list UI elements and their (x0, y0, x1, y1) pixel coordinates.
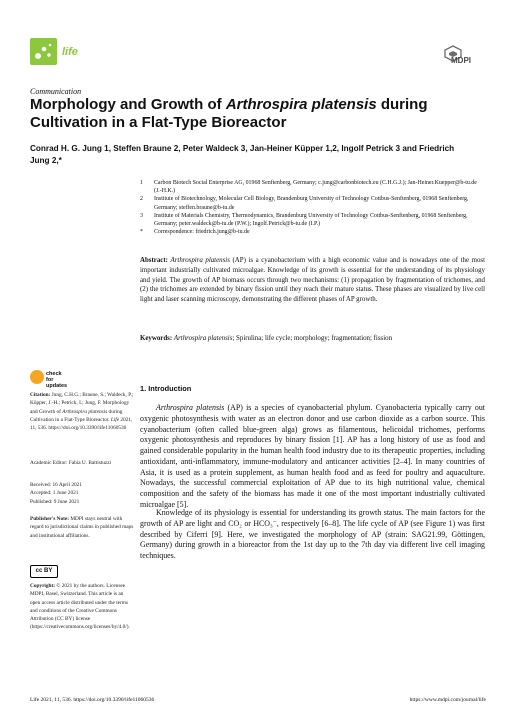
citation-text: Jung, C.H.G.; Braune, S.; Waldeck, P.; Küpper, J.-H.; Petrick, I.; Jung, F. Morphology and Growth of (30, 392, 134, 415)
received-date: Received: 16 April 2021 (30, 482, 82, 488)
paragraph-1-text: (AP) is a species of cyanobacterial phylum. Cyanobacteria typically carry out oxygenic photosynthesis with water as an electron donor and use carbon dioxide as a carbon source. This cyanobacterium (often called blue-green alga) grows as filamentous, helicoidal trichomes, performs oxygenic photosynthesis and reproduces by binary fission [1]. AP has a long history of use as food and gained considerable popularity in the human health food industry due to its therapeutic properties, including antioxidant, anti-inflammatory, immune-modulatory and anticancer activities [2–4]. In many countries of Asia, it is used as a protein supplement, as human health food and as feed for poultry and aquaculture. Nowadays, the successful commercial exploitation of AP due to its high nutritional value, chemical composition and the safety of the biomass has made it one of the most important industrially cultivated microalgae [5]. (140, 403, 485, 509)
abstract (140, 256, 485, 305)
dates (30, 481, 134, 506)
affiliation-item (140, 212, 485, 228)
footer-journal-url[interactable]: https://www.mdpi.com/journal/life (409, 697, 486, 703)
article-type: Communication (30, 87, 82, 96)
check-updates-line2: updates (46, 383, 68, 389)
abstract-species: Arthrospira platensis (170, 257, 230, 264)
keywords-text: ; Spirulina; life cycle; morphology; fragmentation; fission (232, 335, 393, 342)
citation-details[interactable]: 2021, 11, 536. https://doi.org/10.3390/life11060536 (30, 416, 133, 432)
copyright-label: Copyright: (30, 583, 56, 589)
correspondence (140, 228, 485, 236)
published-date: Published: 9 June 2021 (30, 498, 80, 505)
keyword-species: Arthrospira platensis (173, 335, 233, 342)
article-title (30, 96, 480, 132)
title-species: Arthrospira platensis (225, 96, 377, 113)
affiliation-text: Carbon Biotech Social Enterprise AG, 01968 Senftenberg, Germany; c.jung@carbonbiotech.eu (C.H.G.J.); Jan-Heiner.Kuepper@b-tu.de (J.-H.K.) (154, 180, 477, 195)
affiliation-number: * (140, 229, 143, 236)
academic-editor: Academic Editor: Fabia U. Battistuzzi (30, 460, 112, 466)
affiliation-text: Institute of Biotechnology, Molecular Cell Biology, Brandenburg University of Technology Cottbus-Senftenberg, 01968 Senftenberg, Germany; steffen.braune@b-tu.de (154, 196, 469, 211)
paragraph-2: Knowledge of its physiology is essential for understanding its growth status. The main factors for the growth of AP are light and CO₂ or HCO₃⁻, respectively [6–8]. The life cycle of AP (see Figure 1) was first described by Ciferri [9]. Here, we investigated the morphology of AP (strain: SAG21.99, Göttingen, Germany) during growth in a bioreactor from the 1st day up to the 7th day via different live cell imaging techniques. (140, 508, 485, 560)
footer-citation: Life 2021, 11, 536. https://doi.org/10.3390/life11060536 (30, 697, 155, 703)
citation-journal: Life (110, 416, 120, 423)
paragraph-species: Arthrospira platensis (156, 403, 225, 412)
paragraph-1 (140, 403, 485, 511)
publisher-note-text: MDPI stays neutral with regard to jurisdictional claims in published maps and institutional affiliations. (30, 516, 134, 539)
mdpi-logo (439, 44, 479, 68)
publisher-note (30, 515, 134, 540)
abstract-label: Abstract: (140, 257, 168, 264)
affiliation-item (140, 195, 485, 211)
accepted-date: Accepted: 1 June 2021 (30, 490, 79, 497)
affiliation-item (140, 179, 485, 195)
section-heading: 1. Introduction (140, 384, 192, 393)
check-updates-label (46, 371, 67, 389)
affiliation-number: 1 (140, 180, 143, 186)
affiliation-text: Correspondence: friedrich.jung@b-tu.de (154, 229, 250, 236)
citation-text2: during Cultivation in a Flat-Type Bioreactor. (30, 408, 123, 423)
journal-name: life (62, 46, 78, 58)
cc-license-badge[interactable]: cc BY (30, 565, 58, 578)
affiliation-text: Institute of Materials Chemistry, Thermodynamics, Brandenburg University of Technology Cottbus-Senftenberg, 01968 Senftenberg, Germany; peter.waldeck@b-tu.de (P.W.); Ingolf.Petrick@b-tu.de (I.P.) (154, 212, 468, 228)
copyright (30, 582, 134, 632)
check-updates-line1: check for (46, 371, 62, 383)
update-icon (30, 370, 44, 384)
keywords (140, 334, 485, 344)
author-list: Conrad H. G. Jung 1, Steffen Braune 2, Peter Waldeck 3, Jan-Heiner Küpper 1,2, Ingolf Petrick 3 and Friedrich Jung 2,* (30, 144, 455, 165)
title-prefix: Morphology and Growth of (30, 96, 226, 113)
keywords-label: Keywords: (140, 335, 173, 342)
affiliations (140, 179, 485, 236)
affiliation-number: 2 (140, 196, 143, 203)
citation (30, 391, 134, 432)
publisher-name: MDPI (451, 56, 471, 65)
journal-logo (30, 38, 57, 65)
footer (30, 697, 486, 703)
copyright-text: © 2021 by the authors. Licensee MDPI, Basel, Switzerland. This article is an open access article distributed under the terms and conditions of the Creative Commons Attribution (CC BY) license (https://creativecommons.org/licenses/by/4.0/). (30, 583, 130, 631)
life-logo-icon (30, 38, 57, 65)
publisher-note-label: Publisher's Note: (30, 516, 69, 522)
affiliation-number: 3 (140, 212, 143, 219)
citation-label: Citation: (30, 392, 51, 398)
title-suffix: during Cultivation in a Flat-Type Bioreactor (30, 96, 428, 131)
citation-species: Arthrospira platensis (62, 408, 108, 415)
abstract-text: (AP) is a cyanobacterium with a high economic value and is nowadays one of the most important industrially cultivated microalgae. Knowledge of its growth is essential for the understanding of its physiology and yield. The growth of AP biomass occurs through two mechanisms: (1) propagation by fragmentation of trichomes, and (2) the trichomes are extended by binary fission until they reach their mature status. These phases are visualized by live cell light and laser scanning microscopy, demonstrating the different phases of AP growth. (140, 257, 485, 304)
